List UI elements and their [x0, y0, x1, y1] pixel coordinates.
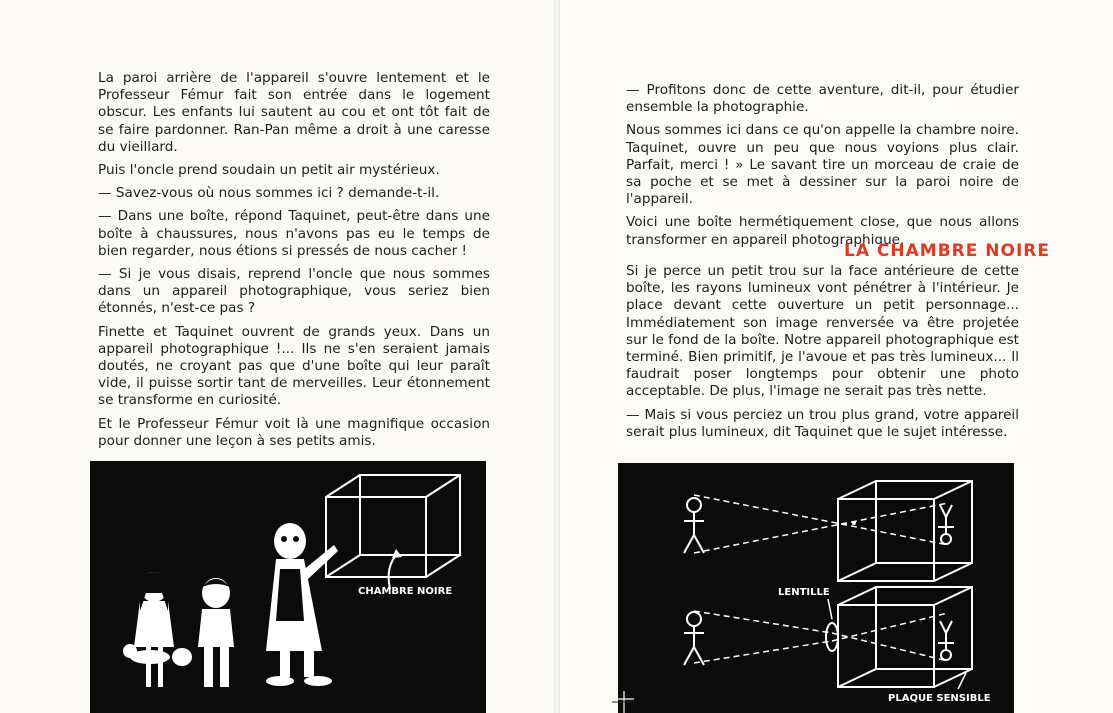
book-gutter [554, 0, 560, 713]
light-rays-bottom [694, 611, 948, 663]
lens-icon [826, 623, 838, 651]
chambre-noire-label: CHAMBRE NOIRE [358, 586, 453, 597]
inverted-image-bottom [938, 621, 954, 660]
paragraph: — Savez-vous où nous sommes ici ? demande-t-il. [98, 185, 440, 202]
inverted-image-top [938, 505, 954, 544]
professor-drawing-illustration [90, 461, 486, 713]
paragraph: Si je perce un petit trou sur la face antérieure de cette boîte, les rayons lumineux vont pénétrer à l'intérieur. Je place devant cette ouverture un petit personnage... Immédiatement son image renversée va être projetée sur le fond de la boîte. Notre appareil photographique est terminé. Bien primitif, je l'avoue et pas très lumineux... Il faudrait poser longtemps pour obtenir une photo acceptable. De plus, l'image ne serait pas très nette. [626, 263, 1019, 400]
right-page-text-top [626, 82, 1019, 255]
paragraph: Finette et Taquinet ouvrent de grands yeux. Dans un appareil photographique !... Ils ne s'en seraient jamais doutés, ne croyant pas que d'une boîte qui leur paraît vide, il puisse sortir tant de merveilles. Leur étonnement se transforme en curiosité. [98, 323, 490, 409]
right-page-text-bottom [626, 263, 1019, 447]
lens-box-drawing [838, 587, 972, 687]
dog-figure [123, 644, 192, 666]
chalkboard-illustration [90, 461, 486, 713]
stick-figure-bottom [684, 612, 704, 665]
paragraph: — Profitons donc de cette aventure, dit-il, pour étudier ensemble la photographie. [626, 82, 1019, 116]
paragraph: Nous sommes ici dans ce qu'on appelle la chambre noire. Taquinet, ouvre un peu que nous voyions plus clair. Parfait, merci ! » Le savant tire un morceau de craie de sa poche et se met à dessiner sur la paroi noire de l'appareil. [626, 122, 1019, 208]
lens-label: LENTILLE [778, 587, 830, 598]
paragraph: Puis l'oncle prend soudain un petit air mystérieux. [98, 162, 440, 179]
pinhole-box-drawing [838, 481, 972, 581]
camera-obscura-diagram [618, 463, 1014, 713]
chalk-box-drawing [326, 475, 460, 577]
label-arrow [389, 553, 398, 589]
paragraph: Et le Professeur Fémur voit là une magnifique occasion pour donner une leçon à ses petits amis. [98, 415, 490, 449]
pinhole-lens-diagram-svg [618, 463, 1014, 713]
paragraph: — Si je vous disais, reprend l'oncle que nous sommes dans un appareil photographique, vous seriez bien étonnés, n'est-ce pas ? [98, 266, 490, 317]
crop-mark [612, 690, 632, 713]
section-heading: LA CHAMBRE NOIRE [844, 241, 1050, 261]
boy-figure [198, 578, 234, 687]
paragraph: — Dans une boîte, répond Taquinet, peut-être dans une boîte à chaussures, nous n'avons pas eu le temps de bien regarder, nous étions si pressés de nous cacher ! [98, 208, 490, 259]
paragraph: — Mais si vous perciez un trou plus grand, votre appareil serait plus lumineux, dit Taquinet que le sujet intéresse. [626, 406, 1019, 440]
paragraph: Voici une boîte hermétiquement close, que nous allons transformer en appareil photographique. [626, 214, 1019, 248]
light-rays-top [694, 495, 948, 553]
plate-label: PLAQUE SENSIBLE [888, 693, 991, 704]
stick-figure-top [684, 498, 704, 553]
left-page-text [98, 70, 490, 456]
paragraph: La paroi arrière de l'appareil s'ouvre lentement et le Professeur Fémur fait son entrée dans le logement obscur. Les enfants lui sautent au cou et ont tôt fait de se faire pardonner. Ran-Pan même a droit à une caresse du vieillard. [98, 70, 490, 155]
